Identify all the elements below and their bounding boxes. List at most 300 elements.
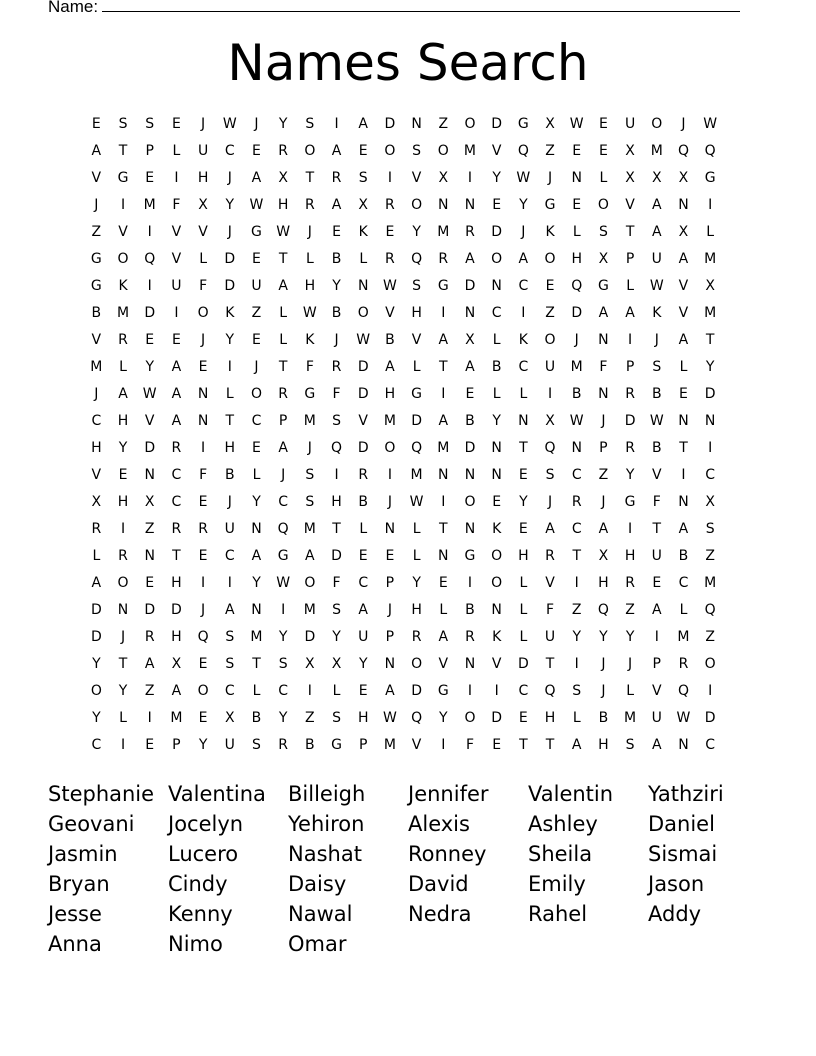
grid-row (83, 705, 724, 732)
grid-letter: P (652, 656, 661, 672)
grid-letter: J (547, 494, 553, 510)
grid-letter: R (571, 494, 582, 510)
grid-letter: F (599, 359, 608, 375)
grid-letter: Q (544, 683, 556, 699)
grid-letter: E (145, 170, 155, 186)
grid-row (83, 624, 724, 651)
grid-letter: A (278, 278, 288, 294)
grid-letter: O (197, 683, 209, 699)
word-list-item: Nashat (288, 842, 362, 866)
grid-letter: E (679, 386, 688, 402)
grid-letter: T (252, 656, 261, 672)
grid-letter: C (171, 494, 182, 510)
grid-letter: Y (225, 197, 235, 213)
grid-letter: A (651, 224, 662, 240)
grid-letter: R (171, 440, 182, 456)
grid-letter: Y (278, 710, 288, 726)
grid-letter: H (384, 386, 396, 402)
grid-letter: X (331, 656, 342, 672)
grid-letter: A (305, 548, 315, 564)
grid-letter: G (251, 224, 262, 240)
grid-letter: R (198, 521, 208, 537)
grid-letter: R (438, 251, 449, 267)
grid-letter: F (199, 278, 208, 294)
grid-row (83, 570, 724, 597)
grid-row (83, 138, 724, 165)
grid-letter: X (705, 494, 715, 510)
grid-letter: S (305, 116, 315, 132)
grid-letter: X (438, 170, 449, 186)
grid-letter: L (119, 710, 127, 726)
grid-letter: H (331, 494, 342, 510)
word-list-item: Valentin (528, 782, 614, 806)
grid-letter: M (116, 305, 130, 321)
grid-letter: R (625, 386, 635, 402)
grid-letter: P (385, 629, 395, 645)
grid-letter: L (626, 278, 634, 294)
grid-letter: C (705, 467, 716, 483)
grid-letter: F (652, 494, 661, 510)
grid-letter: N (678, 737, 689, 753)
grid-letter: M (704, 575, 717, 591)
grid-letter: P (599, 440, 608, 456)
grid-row (83, 219, 724, 246)
grid-letter: Z (571, 602, 582, 618)
grid-letter: Q (544, 440, 556, 456)
word-list-item: Jocelyn (168, 812, 244, 836)
grid-letter: A (465, 251, 475, 267)
grid-letter: G (437, 683, 449, 699)
word-list-item: Nedra (408, 902, 472, 926)
grid-letter: L (519, 386, 528, 402)
grid-letter: V (411, 170, 422, 186)
grid-letter: Y (492, 170, 501, 186)
grid-letter: C (224, 548, 235, 564)
grid-letter: A (651, 737, 662, 753)
grid-letter: X (358, 197, 369, 213)
grid-letter: I (227, 359, 232, 375)
grid-letter: E (198, 494, 208, 510)
grid-letter: N (384, 656, 396, 672)
grid-letter: R (118, 332, 128, 348)
word-list-item: Daniel (648, 812, 715, 836)
grid-letter: Y (358, 656, 368, 672)
grid-letter: H (411, 305, 422, 321)
grid-letter: J (201, 116, 206, 132)
grid-letter: Q (331, 440, 343, 456)
grid-letter: T (225, 413, 235, 429)
grid-letter: N (117, 602, 129, 618)
grid-letter: W (703, 116, 718, 132)
grid-letter: X (598, 251, 609, 267)
grid-letter: Y (705, 359, 715, 375)
grid-letter: C (91, 737, 102, 753)
grid-letter: P (145, 143, 154, 159)
word-list-item: Lucero (168, 842, 239, 866)
grid-letter: E (118, 467, 128, 483)
grid-letter: Y (599, 629, 608, 645)
grid-letter: E (598, 143, 608, 159)
grid-letter: M (704, 305, 717, 321)
grid-letter: O (544, 332, 556, 348)
word-list-item: Geovani (48, 812, 135, 836)
grid-letter: S (305, 467, 315, 483)
grid-letter: X (224, 710, 235, 726)
grid-letter: F (199, 467, 208, 483)
grid-letter: E (358, 143, 368, 159)
grid-letter: B (465, 413, 475, 429)
name-underline (102, 0, 740, 12)
grid-letter: O (197, 305, 209, 321)
grid-letter: J (254, 116, 259, 132)
grid-letter: V (411, 332, 422, 348)
grid-letter: C (224, 143, 235, 159)
grid-letter: N (491, 440, 502, 456)
grid-letter: A (91, 143, 102, 159)
word-list-item: Sheila (528, 842, 593, 866)
grid-letter: J (601, 683, 606, 699)
grid-letter: L (252, 467, 261, 483)
grid-letter: E (358, 548, 368, 564)
grid-letter: D (491, 224, 503, 240)
grid-letter: R (118, 548, 128, 564)
grid-letter: S (705, 521, 715, 537)
grid-letter: W (276, 224, 291, 240)
grid-letter: I (708, 197, 713, 213)
grid-row (83, 435, 724, 462)
grid-letter: E (438, 575, 448, 591)
grid-letter: D (357, 440, 369, 456)
grid-letter: T (439, 359, 448, 375)
grid-letter: L (706, 224, 715, 240)
letter-grid (83, 111, 724, 759)
grid-letter: E (198, 656, 208, 672)
grid-letter: V (438, 656, 449, 672)
grid-letter: D (491, 710, 503, 726)
grid-letter: R (411, 629, 422, 645)
grid-letter: C (705, 737, 716, 753)
grid-letter: N (491, 467, 502, 483)
grid-letter: H (518, 548, 529, 564)
grid-letter: A (385, 359, 395, 375)
grid-letter: S (225, 656, 235, 672)
grid-letter: M (250, 629, 263, 645)
grid-row (83, 192, 724, 219)
grid-letter: E (252, 143, 261, 159)
word-list-item: Anna (48, 932, 102, 956)
grid-letter: X (625, 143, 635, 159)
grid-letter: J (387, 602, 392, 618)
grid-letter: E (598, 116, 608, 132)
grid-letter: O (491, 575, 503, 591)
grid-letter: N (678, 494, 689, 510)
grid-letter: H (544, 710, 556, 726)
grid-letter: E (358, 683, 368, 699)
grid-letter: V (91, 170, 102, 186)
grid-letter: X (465, 332, 475, 348)
grid-letter: H (171, 629, 182, 645)
grid-letter: Z (545, 143, 555, 159)
grid-letter: S (598, 224, 608, 240)
grid-letter: T (332, 521, 341, 537)
grid-letter: L (252, 683, 261, 699)
grid-letter: N (384, 521, 396, 537)
grid-letter: R (358, 467, 369, 483)
grid-row (83, 543, 724, 570)
grid-letter: G (277, 548, 289, 564)
grid-letter: S (412, 143, 422, 159)
grid-letter: H (624, 548, 636, 564)
grid-letter: F (332, 575, 341, 591)
grid-letter: D (704, 386, 716, 402)
grid-letter: B (251, 710, 262, 726)
grid-letter: H (357, 710, 369, 726)
word-list-item: Addy (648, 902, 702, 926)
grid-letter: T (545, 737, 555, 753)
grid-letter: N (438, 197, 449, 213)
grid-letter: D (624, 413, 636, 429)
grid-letter: I (467, 575, 473, 591)
grid-letter: D (224, 251, 236, 267)
grid-letter: M (303, 602, 316, 618)
grid-letter: A (571, 737, 582, 753)
grid-letter: J (574, 332, 579, 348)
grid-letter: R (278, 143, 289, 159)
grid-letter: Z (625, 602, 635, 618)
grid-letter: A (385, 683, 395, 699)
grid-row (83, 165, 724, 192)
word-list-item: Valentina (168, 782, 266, 806)
grid-letter: B (571, 386, 582, 402)
grid-letter: W (516, 170, 531, 186)
grid-letter: J (547, 170, 553, 186)
grid-letter: H (411, 602, 422, 618)
grid-letter: M (170, 710, 183, 726)
grid-letter: D (464, 440, 476, 456)
grid-letter: E (91, 116, 101, 132)
grid-letter: A (91, 575, 102, 591)
grid-letter: A (171, 359, 182, 375)
grid-letter: K (225, 305, 235, 321)
grid-letter: B (465, 602, 475, 618)
grid-letter: E (385, 548, 395, 564)
grid-letter: J (120, 629, 126, 645)
grid-letter: V (651, 683, 662, 699)
grid-letter: G (704, 170, 716, 186)
grid-letter: Y (118, 683, 128, 699)
grid-letter: Y (519, 197, 528, 213)
grid-letter: M (143, 197, 156, 213)
grid-letter: P (385, 575, 395, 591)
grid-letter: V (118, 224, 128, 240)
grid-letter: L (439, 602, 448, 618)
grid-letter: Z (144, 683, 155, 699)
grid-letter: D (224, 278, 236, 294)
grid-letter: V (385, 305, 395, 321)
grid-letter: A (545, 521, 555, 537)
grid-letter: C (571, 521, 582, 537)
grid-letter: A (251, 170, 262, 186)
grid-letter: E (492, 197, 502, 213)
grid-letter: D (411, 413, 422, 429)
grid-letter: I (174, 170, 179, 186)
grid-letter: X (598, 548, 609, 564)
grid-letter: W (222, 116, 237, 132)
grid-letter: Y (625, 467, 635, 483)
grid-letter: A (598, 305, 609, 321)
grid-letter: G (117, 170, 129, 186)
grid-letter: N (197, 386, 209, 402)
grid-letter: L (519, 602, 528, 618)
name-field (48, 0, 740, 17)
grid-letter: I (201, 575, 206, 591)
grid-letter: Z (91, 224, 102, 240)
grid-letter: A (598, 521, 609, 537)
grid-letter: R (625, 575, 635, 591)
grid-letter: L (679, 602, 688, 618)
grid-letter: Y (198, 737, 208, 753)
grid-letter: C (518, 683, 529, 699)
grid-letter: N (197, 413, 209, 429)
grid-letter: E (198, 359, 208, 375)
grid-letter: M (303, 521, 316, 537)
grid-letter: M (624, 710, 637, 726)
grid-letter: W (676, 710, 691, 726)
grid-letter: E (492, 494, 502, 510)
grid-letter: M (383, 737, 396, 753)
grid-letter: A (331, 143, 342, 159)
word-list-item: David (408, 872, 469, 896)
grid-letter: J (307, 440, 312, 456)
grid-letter: E (652, 575, 662, 591)
grid-letter: B (598, 710, 609, 726)
grid-letter: V (91, 467, 102, 483)
grid-letter: O (544, 251, 556, 267)
grid-letter: L (412, 521, 421, 537)
grid-letter: U (651, 710, 662, 726)
grid-letter: V (678, 305, 689, 321)
grid-letter: B (491, 359, 502, 375)
grid-letter: U (651, 251, 662, 267)
grid-letter: D (357, 386, 369, 402)
grid-letter: T (118, 143, 128, 159)
grid-letter: L (199, 251, 207, 267)
grid-letter: W (569, 116, 584, 132)
grid-letter: S (332, 710, 341, 726)
grid-letter: I (147, 710, 152, 726)
grid-letter: T (305, 170, 315, 186)
grid-letter: I (628, 332, 633, 348)
grid-letter: N (678, 197, 689, 213)
grid-letter: E (572, 197, 582, 213)
grid-letter: B (305, 737, 315, 753)
grid-letter: I (441, 305, 446, 321)
grid-letter: E (145, 737, 155, 753)
grid-letter: O (304, 143, 316, 159)
grid-letter: K (492, 521, 502, 537)
grid-letter: D (331, 548, 342, 564)
grid-letter: N (438, 548, 449, 564)
word-list-item: Jason (648, 872, 705, 896)
grid-letter: I (441, 494, 446, 510)
grid-letter: S (118, 116, 128, 132)
grid-letter: Z (545, 305, 555, 321)
grid-letter: E (332, 224, 341, 240)
grid-letter: L (172, 143, 181, 159)
grid-letter: P (172, 737, 181, 753)
grid-letter: N (438, 467, 449, 483)
grid-letter: O (464, 494, 476, 510)
grid-letter: X (91, 494, 102, 510)
grid-letter: X (678, 224, 689, 240)
word-list-item: Nawal (288, 902, 353, 926)
grid-letter: A (171, 683, 182, 699)
grid-letter: I (334, 116, 339, 132)
grid-letter: N (144, 548, 155, 564)
grid-letter: G (304, 386, 316, 402)
grid-letter: X (545, 116, 555, 132)
grid-letter: F (546, 602, 555, 618)
grid-letter: G (517, 116, 529, 132)
grid-letter: Q (677, 683, 689, 699)
grid-letter: W (142, 386, 157, 402)
grid-letter: Z (438, 116, 449, 132)
grid-letter: T (545, 656, 555, 672)
grid-letter: E (145, 332, 155, 348)
grid-letter: L (412, 359, 421, 375)
grid-letter: D (491, 116, 503, 132)
word-list-item: Nimo (168, 932, 223, 956)
grid-letter: O (704, 656, 716, 672)
grid-letter: S (545, 467, 555, 483)
grid-letter: I (227, 575, 232, 591)
grid-letter: B (651, 386, 662, 402)
grid-letter: U (251, 278, 262, 294)
grid-letter: V (651, 467, 662, 483)
grid-letter: W (569, 413, 584, 429)
grid-letter: R (331, 359, 342, 375)
grid-letter: E (171, 116, 181, 132)
word-list-item: Bryan (48, 872, 110, 896)
grid-letter: W (356, 332, 371, 348)
grid-letter: S (332, 413, 341, 429)
grid-letter: T (679, 440, 688, 456)
grid-letter: I (334, 467, 339, 483)
grid-letter: Q (197, 629, 209, 645)
grid-letter: A (678, 251, 689, 267)
grid-letter: O (491, 548, 503, 564)
grid-letter: O (384, 143, 396, 159)
grid-letter: V (171, 251, 182, 267)
grid-letter: B (91, 305, 102, 321)
grid-letter: H (598, 737, 609, 753)
grid-letter: H (117, 494, 129, 510)
grid-letter: F (305, 359, 314, 375)
grid-letter: N (598, 386, 609, 402)
grid-letter: G (624, 494, 636, 510)
grid-row (83, 408, 724, 435)
grid-letter: Q (704, 143, 716, 159)
grid-letter: S (625, 737, 635, 753)
grid-letter: M (677, 629, 690, 645)
grid-letter: N (357, 278, 369, 294)
grid-letter: N (678, 413, 689, 429)
grid-row (83, 354, 724, 381)
grid-letter: W (276, 575, 291, 591)
grid-letter: B (651, 440, 662, 456)
grid-letter: J (521, 224, 526, 240)
grid-letter: G (597, 278, 609, 294)
